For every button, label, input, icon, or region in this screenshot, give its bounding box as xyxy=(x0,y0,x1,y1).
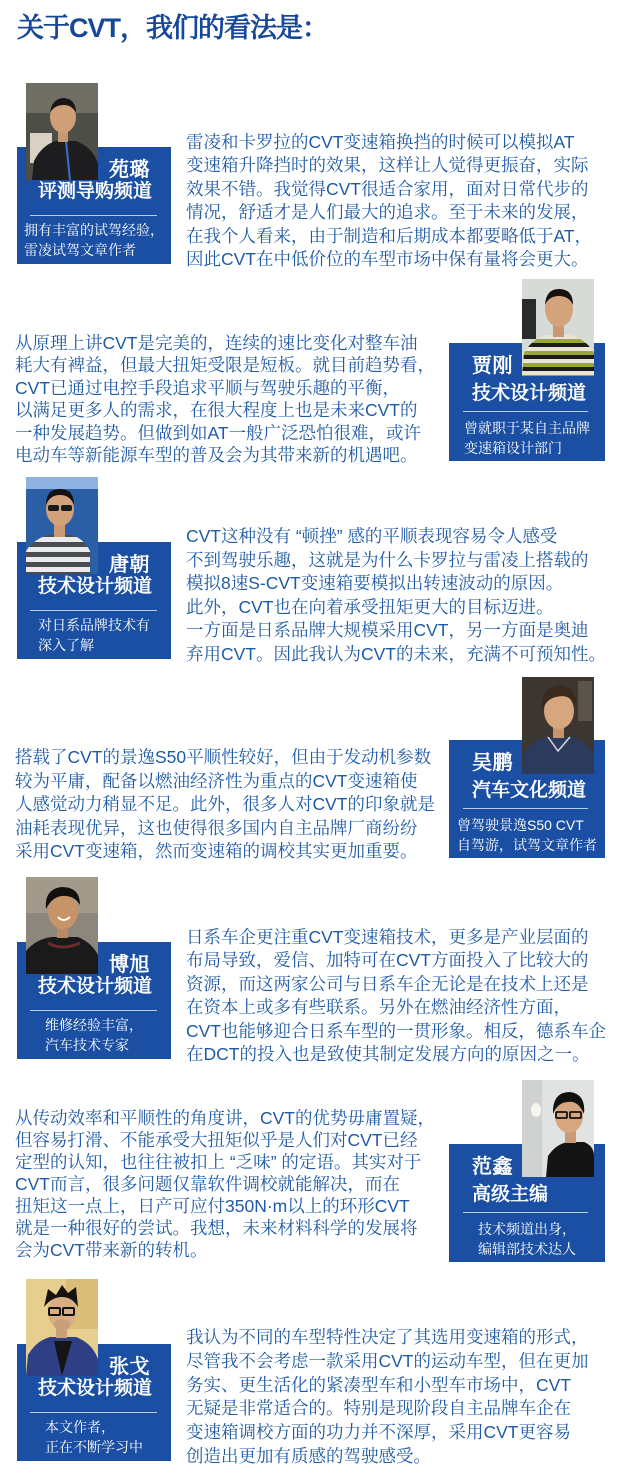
expert-opinion xyxy=(15,746,435,864)
opinion-line: 模拟8速S-CVT变速箱要模拟出转速波动的原因。 xyxy=(186,573,564,594)
bio-line: 汽车技术专家 xyxy=(45,1037,129,1053)
expert-channel: 汽车文化频道 xyxy=(472,780,587,801)
expert-opinion xyxy=(186,525,606,667)
page-title: 关于CVT，我们的看法是： xyxy=(17,13,328,43)
opinion-line: 尽管我不会考虑一款采用CVT的运动车型，但在更加 xyxy=(186,1350,589,1371)
expert-bio xyxy=(449,815,605,855)
opinion-line: 采用CVT变速箱，然而变速箱的调校其实更加重要。 xyxy=(15,841,418,861)
opinion-line: 效果不错。我觉得CVT很适合家用，面对日常代步的 xyxy=(186,178,589,199)
person-photo-icon xyxy=(26,477,98,574)
opinion-line: 但容易打滑、不能承受大扭矩似乎是人们对CVT已经 xyxy=(15,1130,418,1150)
avatar-photo xyxy=(26,83,98,180)
opinion-line: 资源，而这两家公司与日系车企无论是在技术上还是 xyxy=(186,973,589,994)
divider xyxy=(30,215,157,216)
expert-opinion xyxy=(186,1326,589,1469)
expert-name: 苑璐 xyxy=(109,159,150,181)
avatar-photo xyxy=(26,877,98,974)
bio-line: 正在不断学习中 xyxy=(45,1439,143,1455)
opinion-line: 一方面是日系品牌大规模采用CVT，另一方面是奥迪 xyxy=(186,620,589,641)
expert-opinion xyxy=(186,131,592,271)
expert-opinion xyxy=(15,332,435,466)
avatar-photo xyxy=(522,677,594,774)
expert-name: 张戈 xyxy=(109,1356,150,1378)
bio-line: 曾驾驶景逸S50 CVT xyxy=(457,817,584,833)
opinion-line: 人感觉动力稍显不足。此外，很多人对CVT的印象就是 xyxy=(15,794,435,814)
avatar-photo xyxy=(522,279,594,376)
opinion-line: CVT而言，很多问题仅靠软件调校就能解决，而在 xyxy=(15,1174,400,1194)
person-photo-icon xyxy=(26,1279,98,1376)
opinion-line: CVT这种没有 “顿挫” 感的平顺表现容易令人感受 xyxy=(186,526,558,546)
expert-bio xyxy=(17,1417,171,1457)
opinion-line: 日系车企更注重CVT变速箱技术，更多是产业层面的 xyxy=(186,927,589,947)
opinion-line: 不到驾驶乐趣，这就是为什么卡罗拉与雷凌上搭载的 xyxy=(186,549,589,570)
expert-bio xyxy=(17,1015,171,1055)
opinion-line: 务实、更生活化的紧凑型车和小型车市场中，CVT xyxy=(186,1374,571,1395)
opinion-line: 扭矩这一点上，日产可应付350N·m以上的环形CVT xyxy=(15,1196,410,1216)
expert-channel: 评测导购频道 xyxy=(38,181,153,202)
opinion-line: 耗大有裨益，但最大扭矩受限是短板。就目前趋势看， xyxy=(15,355,435,376)
avatar-photo xyxy=(26,1279,98,1376)
expert-bio xyxy=(17,615,171,655)
bio-line: 本文作者， xyxy=(45,1419,115,1435)
opinion-line: 布局导致，爱信、加特可在CVT方面投入了比较大的 xyxy=(186,950,589,971)
opinion-line: 会为CVT带来新的转机。 xyxy=(15,1240,208,1260)
opinion-line: 无疑是非常适合的。特别是现阶段自主品牌车企在 xyxy=(186,1398,571,1419)
divider xyxy=(463,808,588,809)
expert-channel: 技术设计频道 xyxy=(38,1378,153,1399)
person-photo-icon xyxy=(522,279,594,376)
expert-channel: 技术设计频道 xyxy=(38,576,153,597)
opinion-line: 变速箱升降挡时的效果，这样让人觉得更振奋，实际 xyxy=(186,155,589,176)
expert-name: 吴鹏 xyxy=(472,752,513,774)
opinion-line: 此外，CVT也在向着承受扭矩更大的目标迈进。 xyxy=(186,596,554,617)
bio-line: 深入了解 xyxy=(38,637,94,653)
opinion-line: 在资本上或多有些联系。另外在燃油经济性方面， xyxy=(186,997,571,1018)
expert-name: 博旭 xyxy=(109,954,150,976)
expert-channel: 技术设计频道 xyxy=(38,976,153,997)
opinion-line: 弃用CVT。因此我认为CVT的未来，充满不可预知性。 xyxy=(186,643,606,664)
bio-line: 自驾游，试驾文章作者 xyxy=(457,837,597,853)
divider xyxy=(463,1212,588,1213)
opinion-line: 以满足更多人的需求，在很大程度上也是未来CVT的 xyxy=(15,400,418,421)
opinion-line: 较为平庸，配备以燃油经济性为重点的CVT变速箱使 xyxy=(15,770,418,791)
avatar-photo xyxy=(522,1080,594,1177)
opinion-line: 创造出更加有质感的驾驶感受。 xyxy=(186,1445,431,1466)
expert-name: 贾刚 xyxy=(472,355,513,377)
expert-name: 唐朝 xyxy=(109,554,150,576)
expert-channel: 高级主编 xyxy=(472,1184,549,1205)
opinion-line: 从传动效率和平顺性的角度讲，CVT的优势毋庸置疑， xyxy=(15,1108,435,1128)
bio-line: 拥有丰富的试驾经验， xyxy=(24,222,164,238)
divider xyxy=(30,610,157,611)
opinion-line: 因此CVT在中低价位的车型市场中保有量将会更大。 xyxy=(186,248,589,269)
opinion-line: 一种发展趋势。但做到如AT一般广泛恐怕很难，或许 xyxy=(15,422,422,443)
opinion-line: 就是一种很好的尝试。我想，未来材料科学的发展将 xyxy=(15,1218,418,1238)
bio-line: 变速箱设计部门 xyxy=(464,440,562,456)
expert-opinion xyxy=(15,1107,435,1261)
opinion-line: 电动车等新能源车型的普及会为其带来新的机遇吧。 xyxy=(15,444,418,465)
opinion-line: 从原理上讲CVT是完美的，连续的速比变化对整车油 xyxy=(15,333,418,353)
opinion-line: 情况，舒适才是人们最大的追求。至于未来的发展， xyxy=(186,202,589,223)
opinion-line: CVT也能够迎合日系车型的一贯形象。相反，德系车企 xyxy=(186,1020,606,1041)
opinion-line: 在DCT的投入也是致使其制定发展方向的原因之一。 xyxy=(186,1043,590,1064)
bio-line: 编辑部技术达人 xyxy=(478,1241,576,1257)
person-photo-icon xyxy=(522,677,594,774)
bio-line: 雷凌试驾文章作者 xyxy=(24,242,136,258)
divider xyxy=(30,1010,157,1011)
bio-line: 对日系品牌技术有 xyxy=(38,617,150,633)
opinion-line: 变速箱调校方面的功力并不深厚，采用CVT更容易 xyxy=(186,1422,571,1443)
opinion-line: 雷凌和卡罗拉的CVT变速箱换挡的时候可以模拟AT xyxy=(186,132,575,152)
divider xyxy=(30,1412,157,1413)
expert-bio xyxy=(449,1219,605,1259)
opinion-line: 油耗表现优异，这也使得很多国内自主品牌厂商纷纷 xyxy=(15,817,418,838)
opinion-line: 搭载了CVT的景逸S50平顺性较好，但由于发动机参数 xyxy=(15,747,432,767)
expert-channel: 技术设计频道 xyxy=(472,383,587,404)
bio-line: 曾就职于某自主品牌 xyxy=(464,420,590,436)
divider xyxy=(463,411,588,412)
opinion-line: 定型的认知，也往往被扣上 “乏味” 的定语。其实对于 xyxy=(15,1152,422,1172)
bio-line: 技术频道出身， xyxy=(478,1221,576,1237)
opinion-line: 在我个人看来，由于制造和后期成本都要略低于AT， xyxy=(186,225,593,246)
bio-line: 维修经验丰富， xyxy=(45,1017,143,1033)
person-photo-icon xyxy=(522,1080,594,1177)
expert-bio xyxy=(17,220,171,260)
expert-name: 范鑫 xyxy=(472,1156,513,1178)
expert-opinion xyxy=(186,926,606,1066)
avatar-photo xyxy=(26,477,98,574)
opinion-line: CVT已通过电控手段追求平顺与驾驶乐趣的平衡， xyxy=(15,377,400,398)
opinion-line: 我认为不同的车型特性决定了其选用变速箱的形式， xyxy=(186,1327,589,1347)
person-photo-icon xyxy=(26,877,98,974)
expert-bio xyxy=(449,418,605,458)
person-photo-icon xyxy=(26,83,98,180)
